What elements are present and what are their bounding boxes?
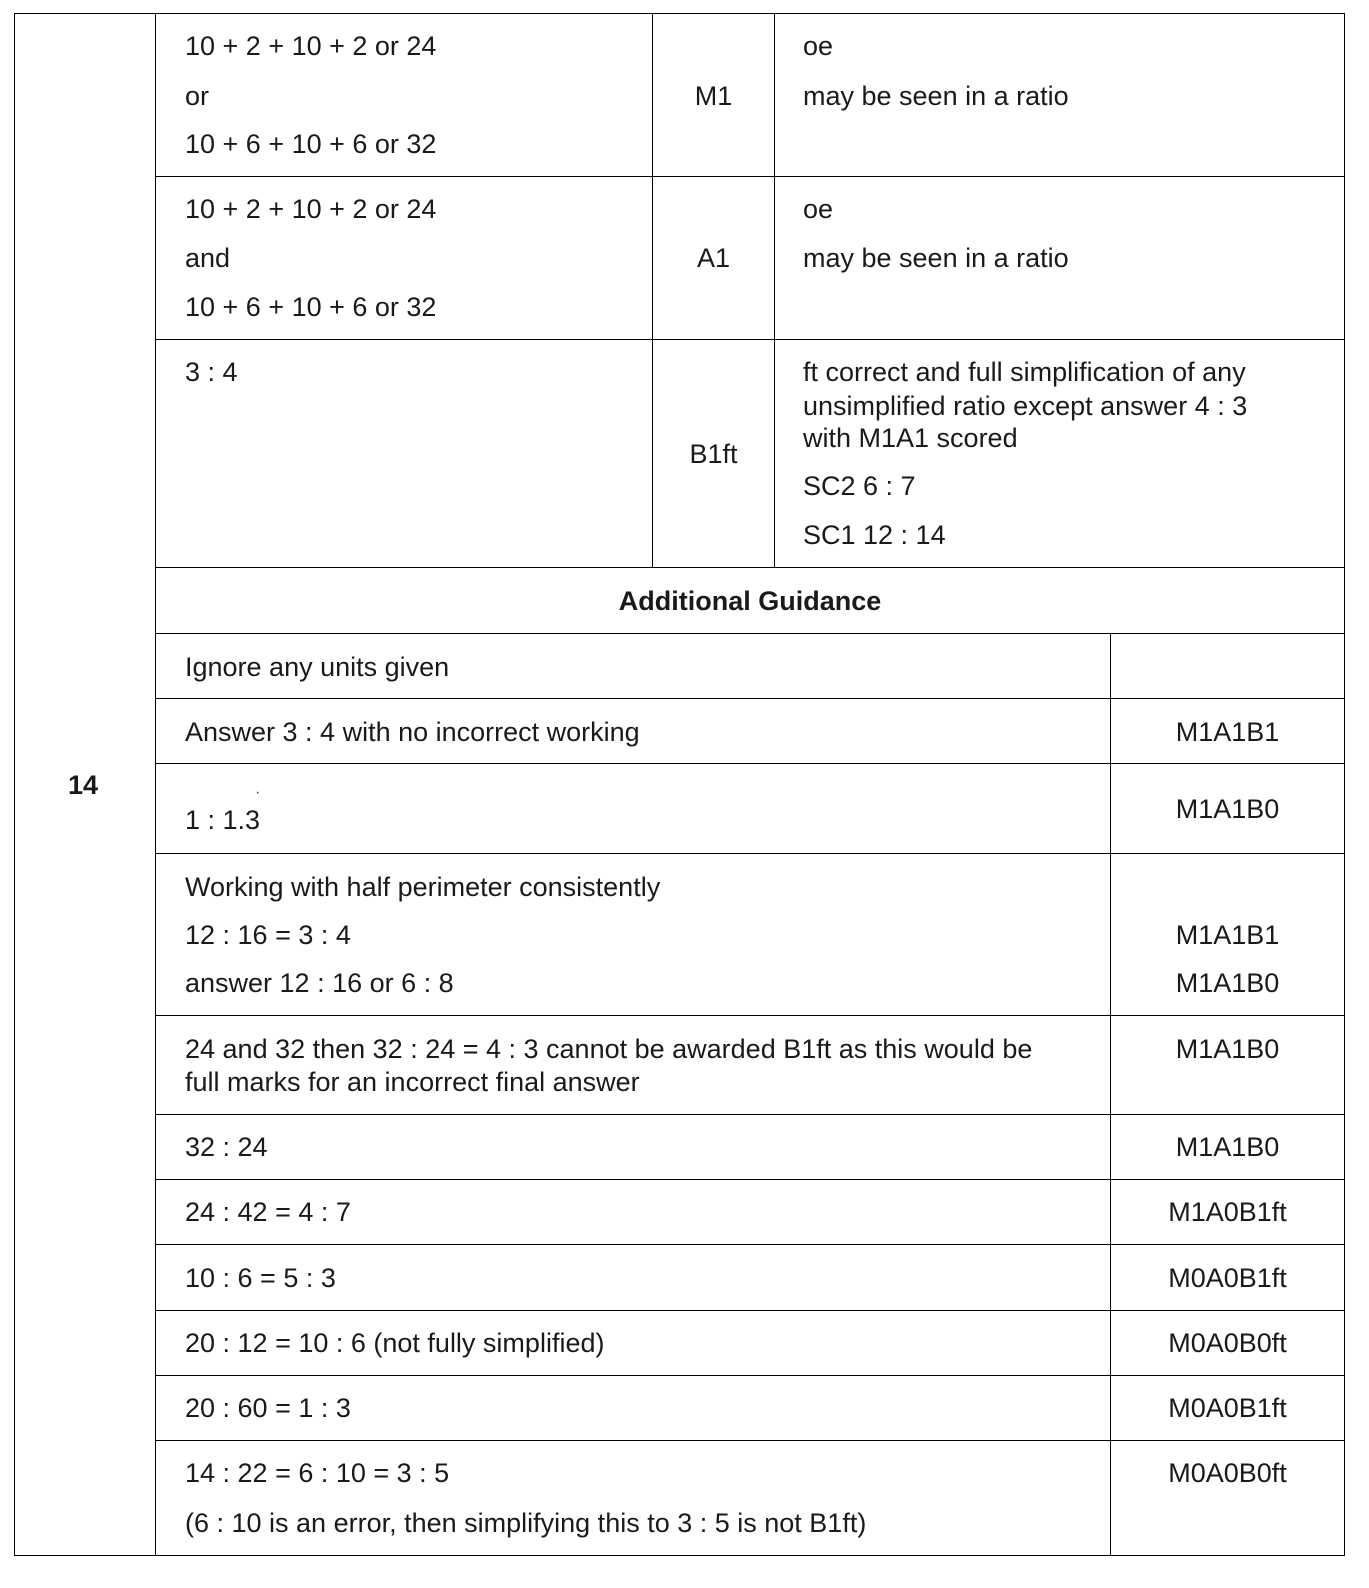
guidance-mark: M1A1B0 bbox=[1175, 794, 1280, 824]
comment-line: oe bbox=[803, 31, 834, 61]
table-border-right bbox=[1344, 13, 1345, 1556]
row-separator bbox=[155, 1179, 1345, 1180]
guidance-mark: M0A0B0ft bbox=[1168, 1458, 1287, 1488]
guidance-line: Ignore any units given bbox=[185, 652, 450, 682]
guidance-line: Working with half perimeter consistently bbox=[185, 872, 661, 902]
working-line: 10 + 2 + 10 + 2 or 24 bbox=[185, 194, 437, 224]
guidance-mark: M0A0B1ft bbox=[1168, 1393, 1287, 1423]
row-separator bbox=[155, 567, 1345, 568]
row-separator bbox=[155, 853, 1345, 854]
guidance-mark: M0A0B0ft bbox=[1168, 1328, 1287, 1358]
table-border-bottom bbox=[14, 1555, 1345, 1556]
guidance-mark: M1A1B1 bbox=[1175, 717, 1280, 747]
guidance-mark: M1A0B1ft bbox=[1168, 1197, 1287, 1227]
comment-line: ft correct and full simplification of any bbox=[803, 357, 1246, 387]
working-line: 10 + 6 + 10 + 6 or 32 bbox=[185, 292, 437, 322]
guidance-line: 24 and 32 then 32 : 24 = 4 : 3 cannot be awarded B1ft as this would be bbox=[185, 1034, 1033, 1064]
guidance-mark: M1A1B0 bbox=[1175, 1132, 1280, 1162]
guidance-mark: M1A1B0 bbox=[1175, 1034, 1280, 1064]
comment-line: unsimplified ratio except answer 4 : 3 bbox=[803, 391, 1248, 421]
working-line: or bbox=[185, 81, 210, 111]
mark-code: M1 bbox=[694, 81, 733, 111]
guidance-line: answer 12 : 16 or 6 : 8 bbox=[185, 968, 454, 998]
recurring-dot: · bbox=[255, 784, 261, 801]
guidance-line: 20 : 60 = 1 : 3 bbox=[185, 1393, 351, 1423]
guidance-line: 32 : 24 bbox=[185, 1132, 268, 1162]
mark-code: A1 bbox=[696, 243, 731, 273]
guidance-line: 24 : 42 = 4 : 7 bbox=[185, 1197, 351, 1227]
row-separator bbox=[155, 1375, 1345, 1376]
guidance-mark: M1A1B0 bbox=[1175, 968, 1280, 998]
comment-line: oe bbox=[803, 194, 834, 224]
table-border-top bbox=[14, 13, 1345, 14]
row-separator bbox=[155, 339, 1345, 340]
comment-line: may be seen in a ratio bbox=[803, 243, 1069, 273]
row-separator bbox=[155, 633, 1345, 634]
comment-line: may be seen in a ratio bbox=[803, 81, 1069, 111]
guidance-line: 1 : 1.3 bbox=[185, 805, 261, 835]
mark-column-divider-right bbox=[774, 13, 775, 567]
guidance-line: 12 : 16 = 3 : 4 bbox=[185, 920, 351, 950]
guidance-line: 10 : 6 = 5 : 3 bbox=[185, 1263, 336, 1293]
working-line: 3 : 4 bbox=[185, 357, 238, 387]
guidance-header: Additional Guidance bbox=[618, 586, 882, 616]
guidance-line: (6 : 10 is an error, then simplifying this to 3 : 5 is not B1ft) bbox=[185, 1508, 867, 1538]
row-separator bbox=[155, 1310, 1345, 1311]
comment-line: SC1 12 : 14 bbox=[803, 520, 946, 550]
row-separator bbox=[155, 176, 1345, 177]
comment-line: with M1A1 scored bbox=[803, 423, 1018, 453]
guidance-line: 14 : 22 = 6 : 10 = 3 : 5 bbox=[185, 1458, 450, 1488]
table-border-left bbox=[14, 13, 15, 1556]
row-separator bbox=[155, 1114, 1345, 1115]
row-separator bbox=[155, 1244, 1345, 1245]
working-line: and bbox=[185, 243, 231, 273]
question-column-divider bbox=[155, 13, 156, 1556]
guidance-mark: M0A0B1ft bbox=[1168, 1263, 1287, 1293]
row-separator bbox=[155, 1015, 1345, 1016]
guidance-line: 20 : 12 = 10 : 6 (not fully simplified) bbox=[185, 1328, 605, 1358]
working-line: 10 + 2 + 10 + 2 or 24 bbox=[185, 31, 437, 61]
row-separator bbox=[155, 763, 1345, 764]
row-separator bbox=[155, 698, 1345, 699]
guidance-line: full marks for an incorrect final answer bbox=[185, 1067, 640, 1097]
comment-line: SC2 6 : 7 bbox=[803, 471, 916, 501]
guidance-line: Answer 3 : 4 with no incorrect working bbox=[185, 717, 640, 747]
mark-code: B1ft bbox=[689, 439, 738, 469]
question-number: 14 bbox=[68, 770, 99, 800]
guidance-mark: M1A1B1 bbox=[1175, 920, 1280, 950]
working-line: 10 + 6 + 10 + 6 or 32 bbox=[185, 129, 437, 159]
row-separator bbox=[155, 1440, 1345, 1441]
